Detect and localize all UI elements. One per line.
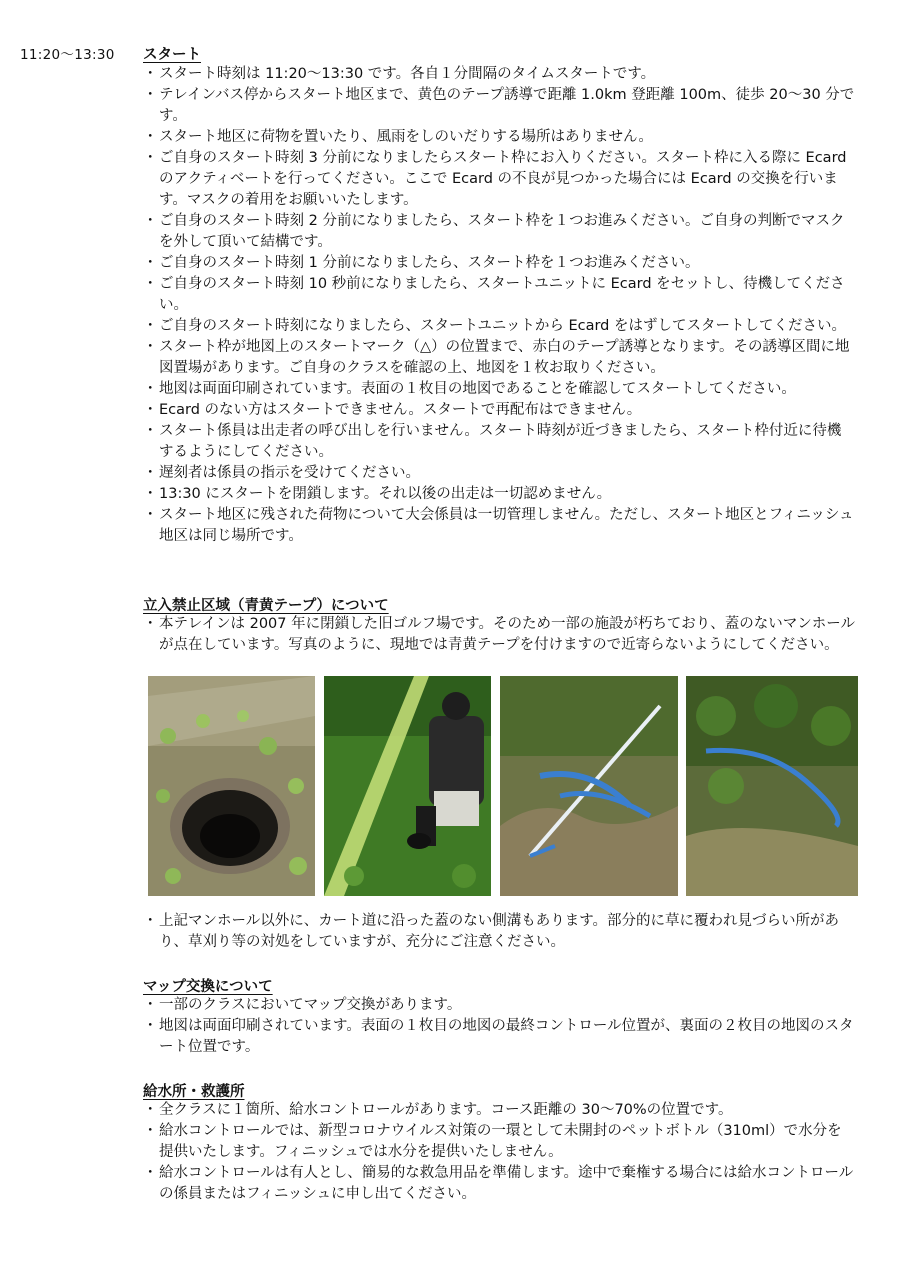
water-heading: 給水所・救護所 — [143, 1084, 245, 1100]
map-exchange-heading: マップ交換について — [143, 979, 273, 995]
list-item: ・ ご自身のスタート時刻 10 秒前になりましたら、スタートユニットに Ecard をセットし、待機してください。 — [143, 276, 845, 313]
list-item: ・ 給水コントロールは有人とし、簡易的な救急用品を準備します。途中で棄権する場合には給水コントロールの係員またはフィニッシュに申し出てください。 — [143, 1165, 854, 1202]
list-item: ・ スタート地区に残された荷物について大会係員は一切管理しません。ただし、スタート地区とフィニッシュ地区は同じ場所です。 — [143, 507, 854, 544]
time-range: 11:20〜13:30 — [20, 47, 115, 63]
list-item: ・ Ecard のない方はスタートできません。スタートで再配布はできません。 — [143, 402, 642, 418]
list-item: ・ ご自身のスタート時刻 1 分前になりましたら、スタート枠を１つお進みください。 — [143, 255, 700, 271]
list-item: ・ 地図は両面印刷されています。表面の１枚目の地図の最終コントロール位置が、裏面の２枚目の地図のスタート位置です。 — [143, 1018, 854, 1055]
list-item: ・ 全クラスに１箇所、給水コントロールがあります。コース距離の 30〜70%の位置です。 — [143, 1102, 733, 1118]
list-item: ・ スタート時刻は 11:20〜13:30 です。各自１分間隔のタイムスタートです。 — [143, 66, 656, 82]
list-item: ・ ご自身のスタート時刻 3 分前になりましたらスタート枠にお入りください。スタート枠に入る際に Ecard のアクティベートを行ってください。ここで Ecard の不良が見つかった場合には Ecard の交換を行います。マスクの着用をお願いいたします。 — [143, 150, 847, 208]
tape-grass-photo — [500, 676, 678, 896]
manhole-photo — [148, 676, 315, 896]
list-item: ・ 地図は両面印刷されています。表面の１枚目の地図であることを確認してスタートしてください。 — [143, 381, 796, 397]
restricted-list — [143, 614, 855, 656]
list-item: ・ 一部のクラスにおいてマップ交換があります。 — [143, 997, 462, 1013]
start-heading: スタート — [143, 47, 201, 63]
water-list — [143, 1100, 855, 1205]
list-item: ・ スタート係員は出走者の呼び出しを行いません。スタート時刻が近づきましたら、スタート枠付近に待機するようにしてください。 — [143, 423, 842, 460]
list-item: ・ 13:30 にスタートを閉鎖します。それ以後の出走は一切認めません。 — [143, 486, 612, 502]
list-item: ・ テレインバス停からスタート地区まで、黄色のテープ誘導で距離 1.0km 登距離 100m、徒歩 20〜30 分です。 — [143, 87, 855, 124]
map-exchange-list — [143, 995, 855, 1058]
list-item: ・ 給水コントロールでは、新型コロナウイルス対策の一環として未開封のペットボトル（310ml）で水分を提供いたします。フィニッシュでは水分を提供いたしません。 — [143, 1123, 842, 1160]
list-item: ・ 遅刻者は係員の指示を受けてください。 — [143, 465, 420, 481]
restricted-list-after — [143, 911, 855, 953]
tape-bushes-photo — [686, 676, 858, 896]
list-item: ・ ご自身のスタート時刻になりましたら、スタートユニットから Ecard をはずしてスタートしてください。 — [143, 318, 846, 334]
photo-strip — [148, 676, 858, 896]
list-item: ・ ご自身のスタート時刻 2 分前になりましたら、スタート枠を１つお進みください。ご自身の判断でマスクを外して頂いて結構です。 — [143, 213, 845, 250]
list-item: ・ 上記マンホール以外に、カート道に沿った蓋のない側溝もあります。部分的に草に覆われ見づらい所があり、草刈り等の対処をしていますが、充分にご注意ください。 — [143, 913, 840, 950]
list-item: ・ 本テレインは 2007 年に閉鎖した旧ゴルフ場です。そのため一部の施設が朽ちており、蓋のないマンホールが点在しています。写真のように、現地では青黄テープを付けますので近寄らないようにしてください。 — [143, 616, 856, 653]
list-item: ・ スタート地区に荷物を置いたり、風雨をしのいだりする場所はありません。 — [143, 129, 653, 145]
list-item: ・ スタート枠が地図上のスタートマーク（△）の位置まで、赤白のテープ誘導となります。その誘導区間に地図置場があります。ご自身のクラスを確認の上、地図を１枚お取りください。 — [143, 339, 850, 376]
start-list — [143, 64, 855, 547]
restricted-heading: 立入禁止区域（青黄テープ）について — [143, 598, 389, 614]
person-taping-photo — [324, 676, 491, 896]
